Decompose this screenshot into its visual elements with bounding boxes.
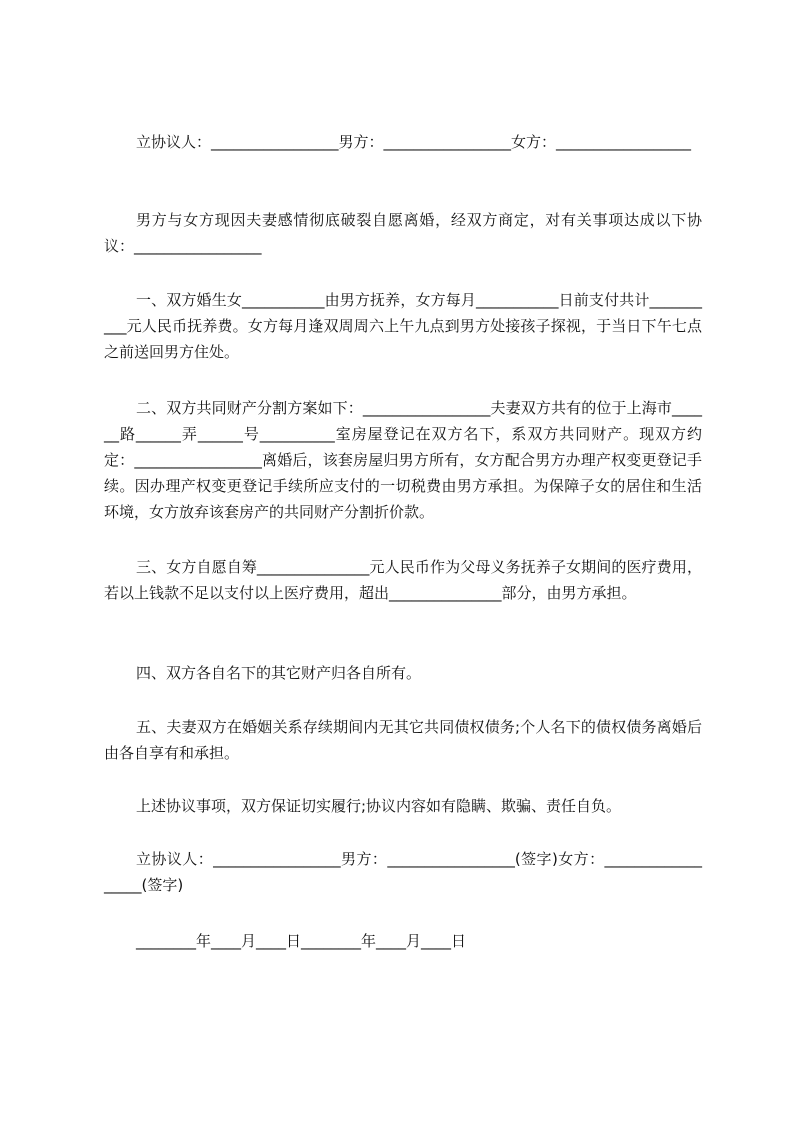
clause-property-division: 二、双方共同财产分割方案如下：_________________夫妻双方共有的位于上海市______路______弄______号__________室房屋登记在双方名下，系双方共同财产。现双方约定：_________________离婚后，该套房屋归男方所有，女方配合男方办理产权变更登记手续。因办理产权变更登记手续所应支付的一切税费由男方承担。为保障子女的居住和生活环境，女方放弃该套房产的共同财产分割折价款。: [104, 399, 702, 521]
signatories-line: 立协议人：_________________男方：_________________女方：__________________: [136, 133, 692, 151]
date-line: ________年____月____日________年____月____日: [136, 932, 467, 950]
clause-other-property: 四、双方各自名下的其它财产归各自所有。: [136, 664, 422, 682]
agreement-preamble: 男方与女方现因夫妻感情彻底破裂自愿离婚，经双方商定，对有关事项达成以下协议：_________________: [104, 211, 702, 255]
signature-line: 立协议人：_________________男方：_________________(签字)女方：__________________(签字): [104, 850, 702, 894]
guarantee-statement: 上述协议事项，双方保证切实履行;协议内容如有隐瞒、欺骗、责任自负。: [136, 797, 622, 815]
clause-child-custody: 一、双方婚生女___________由男方抚养，女方每月___________日前支付共计__________元人民币抚养费。女方每月逢双周周六上午九点到男方处接孩子探视，于当日下午七点之前送回男方住处。: [104, 291, 702, 361]
clause-medical-expenses: 三、女方自愿自筹_______________元人民币作为父母义务抚养子女期间的医疗费用，若以上钱款不足以支付以上医疗费用，超出_______________部分，由男方承担。: [104, 558, 702, 602]
clause-debts: 五、夫妻双方在婚姻关系存续期间内无其它共同债权债务;个人名下的债权债务离婚后由各自享有和承担。: [104, 718, 702, 762]
